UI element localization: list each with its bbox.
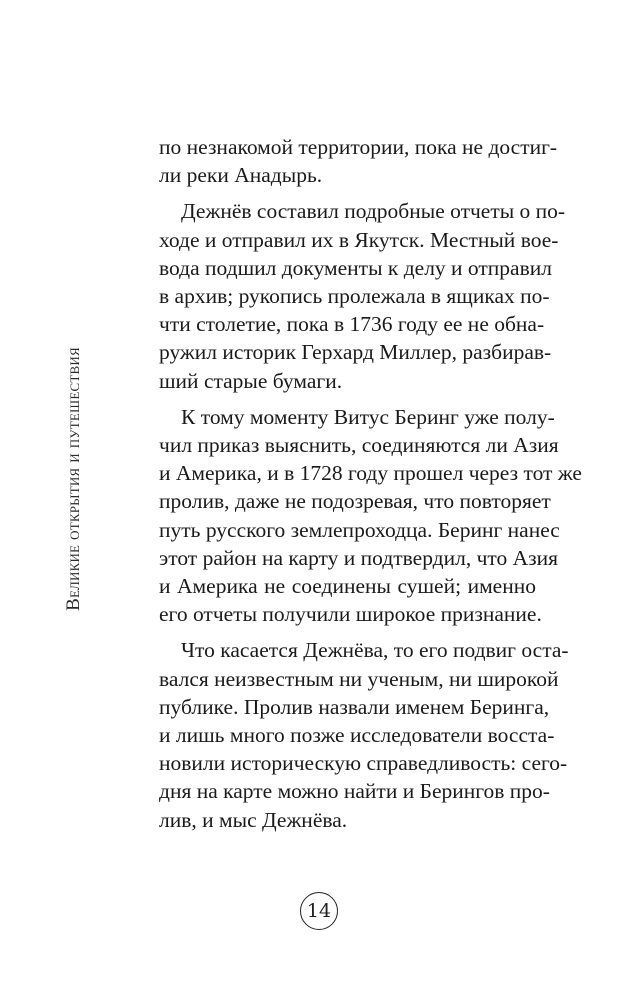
text-line: чти столетие, пока в 1736 году ее не обна- xyxy=(159,312,545,337)
text-line: лив, и мыс Дежнёва. xyxy=(159,807,348,832)
text-line: и лишь много позже исследователи восста- xyxy=(159,723,555,748)
main-text xyxy=(159,133,582,842)
text-line: вался неизвестным ни ученым, ни широкой xyxy=(159,666,559,691)
text-line: его отчеты получили широкое признание. xyxy=(159,602,542,627)
text-line: и Америка не соединены сушей; именно xyxy=(159,574,536,599)
text-line: дня на карте можно найти и Берингов про- xyxy=(159,779,550,804)
text-line: чил приказ выяснить, соединяются ли Азия xyxy=(159,433,559,458)
text-line: К тому моменту Витус Беринг уже полу- xyxy=(181,404,555,429)
text-line: Дежнёв составил подробные отчеты о по- xyxy=(181,199,566,224)
text-line: публике. Пролив назвали именем Беринга, xyxy=(159,694,550,719)
running-header-text: Великие открытия и путешествия xyxy=(63,347,85,611)
text-line: ходе и отправил их в Якутск. Местный вое- xyxy=(159,227,559,252)
paragraph xyxy=(159,133,558,189)
paragraph xyxy=(159,403,582,629)
text-line: по незнакомой территории, пока не достиг- xyxy=(159,135,558,159)
running-header-vertical xyxy=(56,258,92,700)
paragraph xyxy=(159,636,569,833)
text-line: пролив, даже не подозревая, что повторяет xyxy=(159,489,551,514)
text-line: и Америка, и в 1728 году прошел через тот же xyxy=(159,461,582,486)
text-line: в архив; рукопись пролежала в ящиках по- xyxy=(159,284,550,309)
text-line: путь русского землепроходца. Беринг нанес xyxy=(159,517,560,542)
page-number-circle xyxy=(300,892,338,930)
text-line: ружил историк Герхард Миллер, разбирав- xyxy=(159,340,552,365)
text-line: Что касается Дежнёва, то его подвиг оста- xyxy=(181,638,569,663)
text-line: ли реки Анадырь. xyxy=(159,163,323,188)
text-line: новили историческую справедливость: сего- xyxy=(159,751,568,776)
page-number: 14 xyxy=(306,900,332,922)
text-line: вода подшил документы к делу и отправил xyxy=(159,255,552,280)
text-line: этот район на карту и подтвердил, что Азия xyxy=(159,545,559,570)
text-line: ший старые бумаги. xyxy=(159,368,343,393)
paragraph xyxy=(159,197,566,394)
